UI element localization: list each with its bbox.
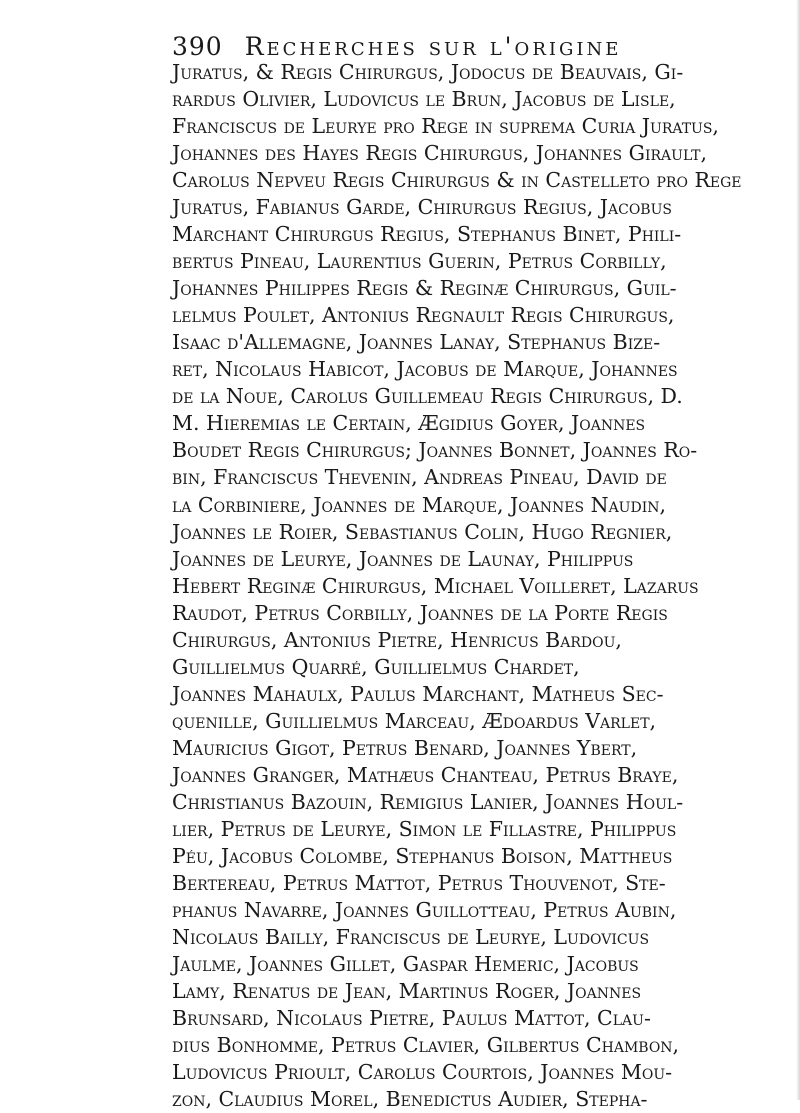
text-line-38: Ludovicus Prioult, Carolus Courtois, Joannes Mou- — [172, 1060, 673, 1085]
text-line-19: Joannes de Leurye, Joannes de Launay, Philippus — [172, 546, 634, 571]
text-line-16: bin, Franciscus Thevenin, Andreas Pineau, David de — [172, 465, 667, 490]
text-line-21: Raudot, Petrus Corbilly, Joannes de la Porte Regis — [172, 600, 668, 625]
text-line-27: Joannes Granger, Mathæus Chanteau, Petrus Braye, — [172, 762, 679, 787]
page-number: 390 — [172, 32, 223, 61]
text-line-14: M. Hieremias le Certain, Ægidius Goyer, Joannes — [172, 411, 646, 436]
text-line-12: ret, Nicolaus Habicot, Jacobus de Marque, Johannes — [172, 357, 678, 382]
text-line-23: Guillielmus Quarré, Guillielmus Chardet, — [172, 654, 580, 679]
page-edge — [796, 0, 800, 1100]
text-line-7: Marchant Chirurgus Regius, Stephanus Binet, Phili- — [172, 222, 682, 247]
text-line-37: dius Bonhomme, Petrus Clavier, Gilbertus Chambon, — [172, 1033, 680, 1058]
page-header — [172, 32, 772, 62]
text-line-6: Juratus, Fabianus Garde, Chirurgus Regius, Jacobus — [172, 195, 672, 220]
text-line-4: Johannes des Hayes Regis Chirurgus, Johannes Girault, — [172, 141, 707, 166]
body-text — [172, 59, 777, 1113]
text-line-22: Chirurgus, Antonius Pietre, Henricus Bardou, — [172, 627, 622, 652]
text-line-32: phanus Navarre, Joannes Guillotteau, Petrus Aubin, — [172, 897, 677, 922]
text-line-34: Jaulme, Joannes Gillet, Gaspar Hemeric, Jacobus — [172, 952, 639, 977]
text-line-36: Brunsard, Nicolaus Pietre, Paulus Mattot, Clau- — [172, 1006, 651, 1031]
text-line-26: Mauricius Gigot, Petrus Benard, Joannes Ybert, — [172, 735, 638, 760]
text-line-11: Isaac d'Allemagne, Joannes Lanay, Stephanus Bize- — [172, 330, 661, 355]
text-line-1: Juratus, & Regis Chirurgus, Jodocus de Beauvais, Gi- — [172, 60, 684, 84]
text-line-2: rardus Olivier, Ludovicus le Brun, Jacobus de Lisle, — [172, 87, 676, 112]
text-line-18: Joannes le Roier, Sebastianus Colin, Hugo Regnier, — [172, 519, 673, 544]
text-line-24: Joannes Mahaulx, Paulus Marchant, Matheus Sec- — [172, 681, 664, 706]
text-line-29: lier, Petrus de Leurye, Simon le Fillastre, Philippus — [172, 816, 677, 841]
text-line-28: Christianus Bazouin, Remigius Lanier, Joannes Houl- — [172, 789, 684, 814]
text-line-20: Hebert Reginæ Chirurgus, Michael Voilleret, Lazarus — [172, 573, 699, 598]
text-line-15: Boudet Regis Chirurgus; Joannes Bonnet, Joannes Ro- — [172, 438, 698, 463]
text-line-35: Lamy, Renatus de Jean, Martinus Roger, Joannes — [172, 979, 642, 1004]
text-line-9: Johannes Philippes Regis & Reginæ Chirurgus, Guil- — [172, 276, 677, 301]
text-line-5: Carolus Nepveu Regis Chirurgus & in Caſtelleto pro Rege — [172, 168, 742, 193]
text-line-13: de la Noue, Carolus Guillemeau Regis Chirurgus, D. — [172, 384, 683, 409]
text-line-3: Franciscus de Leurye pro Rege in ſuprema Curia Juratus, — [172, 114, 719, 139]
text-line-33: Nicolaus Bailly, Franciscus de Leurye, Ludovicus — [172, 925, 650, 949]
running-head: Recherches sur l'origine — [244, 32, 622, 61]
text-line-8: bertus Pineau, Laurentius Guerin, Petrus Corbilly, — [172, 249, 667, 274]
text-line-39: zon, Claudius Morel, Benedictus Audier, Stepha- — [172, 1087, 648, 1112]
text-line-25: quenille, Guillielmus Marceau, Ædoardus Varlet, — [172, 708, 657, 733]
text-line-30: Péu, Jacobus Colombe, Stephanus Boison, Mattheus — [172, 843, 673, 868]
text-line-17: la Corbiniere, Joannes de Marque, Joannes Naudin, — [172, 492, 667, 517]
text-line-31: Bertereau, Petrus Mattot, Petrus Thouvenot, Ste- — [172, 870, 666, 895]
text-line-10: lelmus Poulet, Antonius Regnault Regis Chirurgus, — [172, 303, 675, 328]
